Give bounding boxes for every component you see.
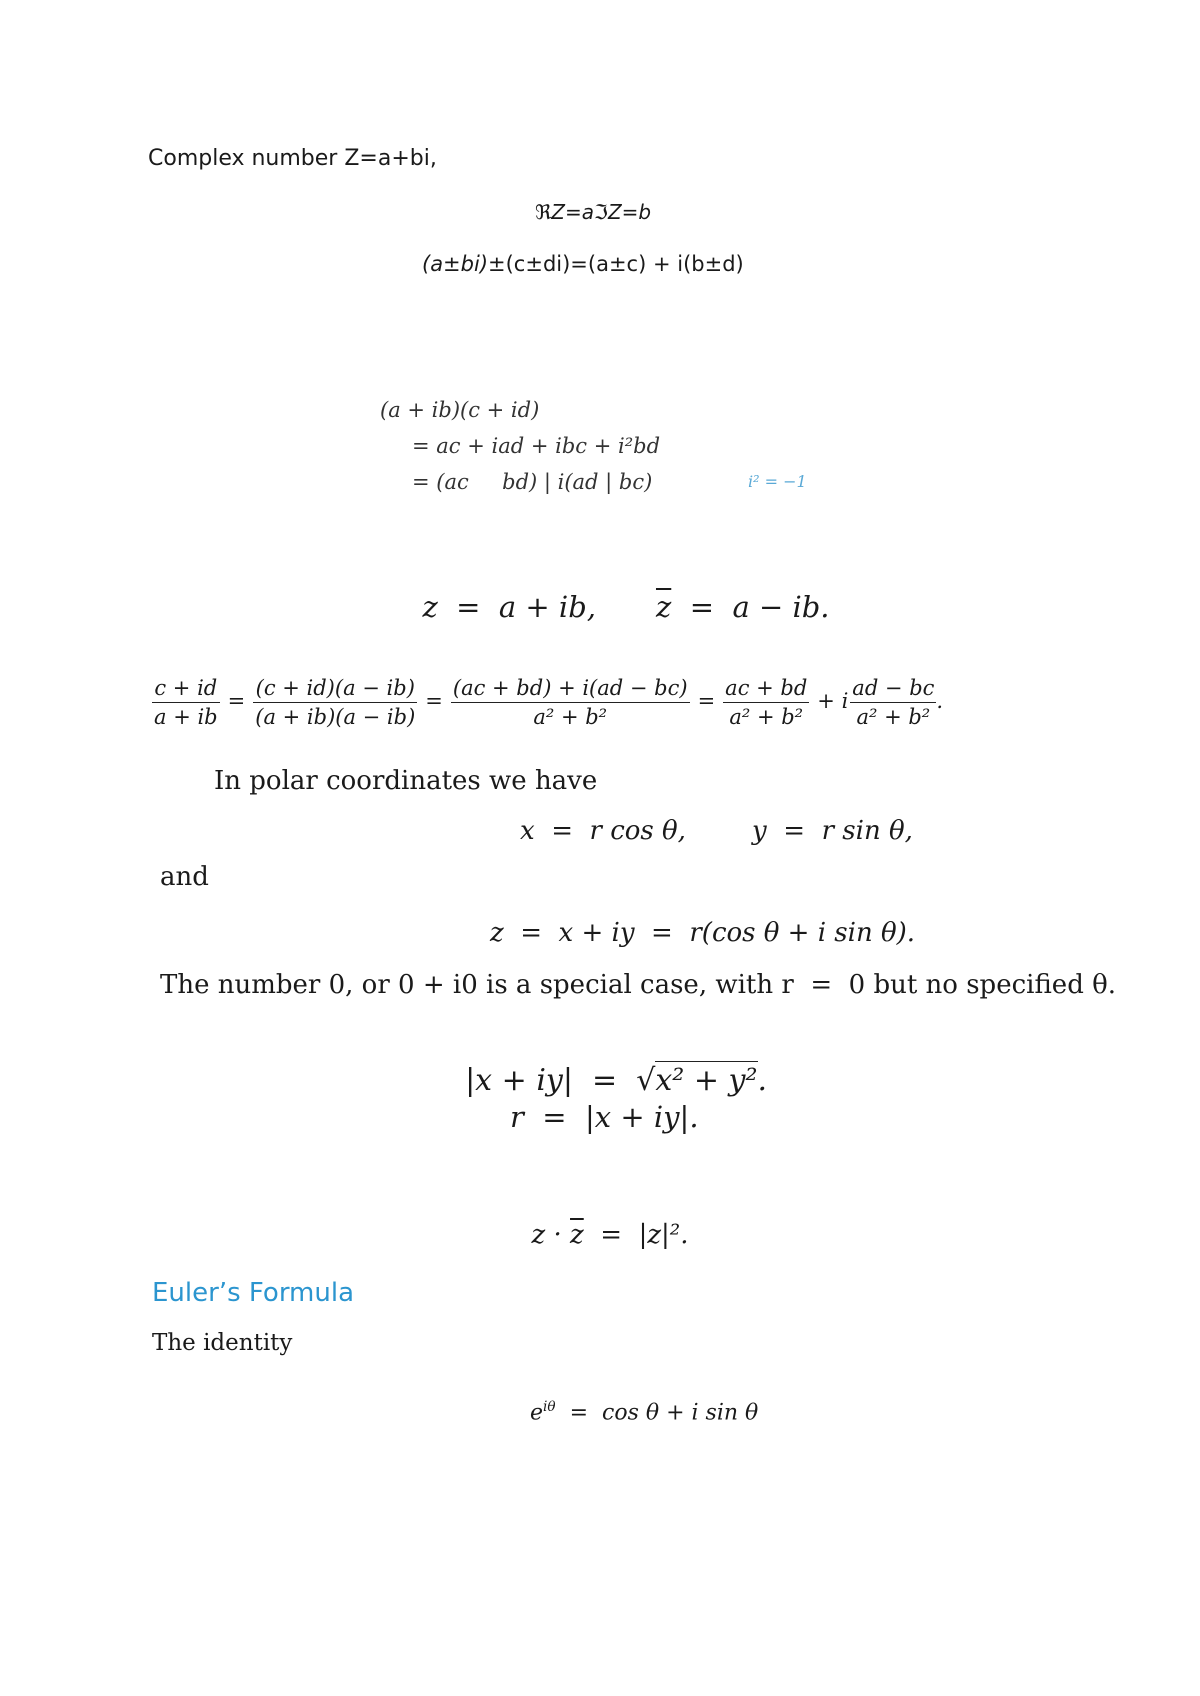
and-text: and [160, 862, 209, 892]
add-sub-line [422, 252, 744, 276]
fraction-2: $\frac{(c + id)(a - ib)}{(a + ib)(a - ib)}$ [255, 676, 416, 729]
polar-equations: x = r cos θ, y = r sin θ, [520, 816, 913, 846]
real-part-symbol: ℜ [535, 200, 552, 224]
z-bar-2: $\overline{z}$ [570, 1220, 584, 1250]
euler-equation: $e^{i\theta} = \cos \theta + i$ sin θ [530, 1399, 759, 1426]
fraction-1: $\frac{c + id}{a + ib}$ [154, 676, 218, 729]
polar-intro: In polar coordinates we have [214, 766, 598, 796]
add-sub-rest: ±(c±di)=(a±c) + i(b±d) [488, 252, 744, 276]
sqrt-radicand: x² + y² [655, 1063, 758, 1098]
identity-text: The identity [152, 1330, 293, 1356]
real-part-eq: Z=a [551, 200, 594, 224]
re-im-line [535, 200, 651, 224]
fraction-3: $\frac{(ac + bd) + i(ad - bc)}{\text{a² + b²}}$ [452, 676, 688, 729]
imag-part-symbol: ℑ [594, 200, 608, 224]
sqrt-symbol: √ [636, 1063, 656, 1098]
division-line: $\frac{c + id}{a + ib}$ = $\frac{(c + id)(a - ib)}{(a + ib)(a - ib)}$ = $\frac{(ac + bd) + i(ad - bc)}{\text{a² + b²}}$ = $\frac{ac + bd}{\text{a² + b²}}$ + i $\frac{ad - bc}{\text{a² + b²}}$ . [154, 676, 944, 729]
z-def: z = a + ib, [422, 590, 596, 624]
z-times-zbar: $z \cdot \overline{z} = |z|^2$. [531, 1220, 689, 1250]
conjugate-line [404, 556, 830, 624]
special-case-text: The number 0, or 0 + i0 is a special case, with r = 0 but no specified θ. [160, 970, 1117, 1000]
modulus-equation: |x + iy| = √x² + y². [465, 1063, 768, 1098]
plus-i: + i [817, 689, 849, 713]
mult-line-1: (a + ib)(c + id) [380, 398, 540, 422]
z-bar-def: = a − ib. [671, 590, 830, 624]
fraction-4: $\frac{ac + bd}{\text{a² + b²}}$ [725, 676, 808, 729]
imag-part-eq: Z=b [607, 200, 652, 224]
add-sub-first: (a±bi) [422, 252, 489, 276]
fraction-5: $\frac{ad - bc}{\text{a² + b²}}$ [852, 676, 935, 729]
mult-note: i² = −1 [748, 472, 807, 491]
intro-line: Complex number Z=a+bi, [148, 146, 437, 171]
z-polar-form: z = x + iy = r(cos θ + i sin θ). [490, 918, 916, 948]
mult-line-2: = ac + iad + ibc + i²bd [412, 434, 661, 458]
euler-heading: Euler’s Formula [152, 1278, 355, 1308]
z-bar: $\overline{z}$ [655, 590, 672, 624]
mult-line-3: = (ac bd) | i(ad | bc) [412, 470, 653, 494]
r-equation: r = |x + iy|. [510, 1100, 699, 1134]
